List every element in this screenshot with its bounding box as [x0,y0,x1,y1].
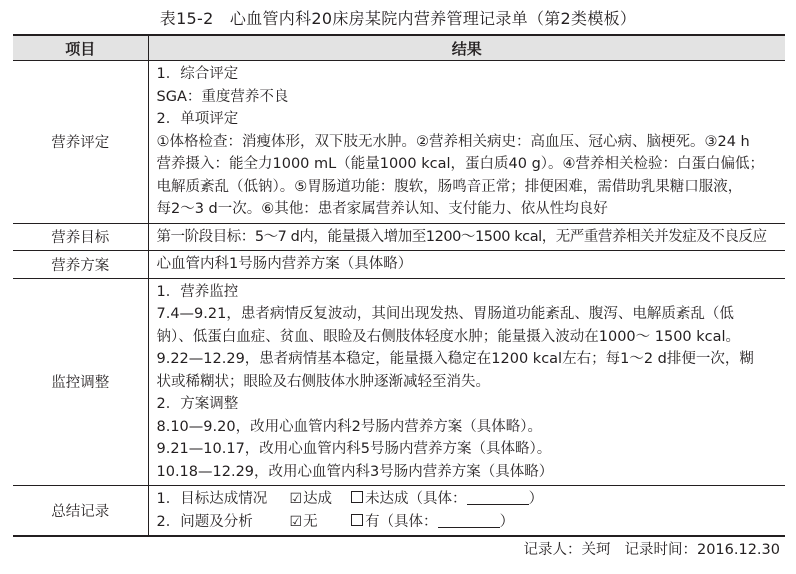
fill-in-blank [438,513,500,528]
row-summary [13,486,785,537]
text-line: 第一阶段目标：5～7 d内，能量摄入增加至1200～1500 kcal，无严重营养相关并发症及不良反应 [156,228,767,245]
text-line: 7.4—9.21，患者病情反复波动，其间出现发热、胃肠道功能紊乱、腹泻、电解质紊乱（低 [156,306,734,322]
text-line: 2．单项评定 [156,111,239,127]
close-paren: ） [528,491,544,507]
record-time: 记录时间：2016.12.30 [624,542,780,558]
text-line: 心血管内科1号肠内营养方案（具体略） [156,256,413,272]
text-line: 电解质紊乱（低钠）。⑤胃肠道功能：腹软，肠鸣音正常；排便困难，需借助乳果糖口服液， [156,178,743,195]
problem-analysis-label: 2．问题及分析 [156,513,253,530]
text-line: ①体格检查：消瘦体形，双下肢无水肿。②营养相关病史：高血压、冠心病、脑梗死。③24 h [156,133,750,150]
plan-content [148,251,785,279]
option-not-achieved: 未达成（具体： [365,491,467,507]
nutrition-record-table [13,34,785,537]
row-label: 监控调整 [13,278,148,486]
summary-content [148,486,785,537]
header-result: 结果 [148,35,785,61]
table-header-row [13,35,785,61]
goal-status-label: 1．目标达成情况 [156,491,268,507]
row-assessment [13,61,785,224]
monitoring-content [148,278,785,486]
text-line: 状或稀糊状；眼睑及右侧肢体水肿逐渐减轻至消失。 [156,373,490,390]
text-line: 2．方案调整 [156,396,239,412]
text-line: 9.22—12.29，患者病情基本稳定，能量摄入稳定在1200 kcal左右；每1～2 d排便一次，糊 [156,351,754,367]
row-label: 营养评定 [13,61,148,224]
option-has: 有（具体： [365,513,438,530]
empty-checkbox-icon [351,491,363,503]
close-paren: ） [499,513,515,530]
text-line: 1．综合评定 [156,66,239,82]
record-footer [0,539,780,561]
checked-box-icon: ☑ [289,513,303,530]
row-plan [13,251,785,279]
row-label: 总结记录 [13,486,148,537]
row-goal [13,223,785,251]
summary-line-problem [157,511,780,534]
row-monitoring [13,278,785,486]
text-line: 8.10—9.20，改用心血管内科2号肠内营养方案（具体略）。 [156,418,543,435]
row-label: 营养目标 [13,223,148,251]
text-line: 每2～3 d一次。⑥其他：患者家属营养认知、支付能力、依从性均良好 [156,201,608,217]
text-line: 9.21—10.17，改用心血管内科5号肠内营养方案（具体略）。 [156,441,552,457]
text-line: 10.18—12.29，改用心血管内科3号肠内营养方案（具体略） [156,463,554,480]
summary-line-goal [157,488,780,511]
header-item: 项目 [13,35,148,61]
checked-box-icon: ☑ [289,491,303,507]
text-line: 营养摄入：能全力1000 mL（能量1000 kcal，蛋白质40 g）。④营养相关检验：白蛋白偏低； [156,156,765,172]
option-achieved: 达成 [303,491,333,507]
goal-content [148,223,785,251]
assessment-content [148,61,785,224]
row-label: 营养方案 [13,251,148,279]
empty-checkbox-icon [351,514,363,526]
text-line: SGA：重度营养不良 [156,88,289,105]
recorder: 记录人：关珂 [523,542,611,558]
text-line: 1．营养监控 [156,283,239,300]
text-line: 钠）、低蛋白血症、贫血、眼睑及右侧肢体轻度水肿；能量摄入波动在1000～ 1500 kcal。 [156,328,741,345]
fill-in-blank [467,490,529,505]
option-none: 无 [303,513,318,530]
document-title: 表15-2 心血管内科20床房某院内营养管理记录单（第2类模板） [159,9,637,28]
